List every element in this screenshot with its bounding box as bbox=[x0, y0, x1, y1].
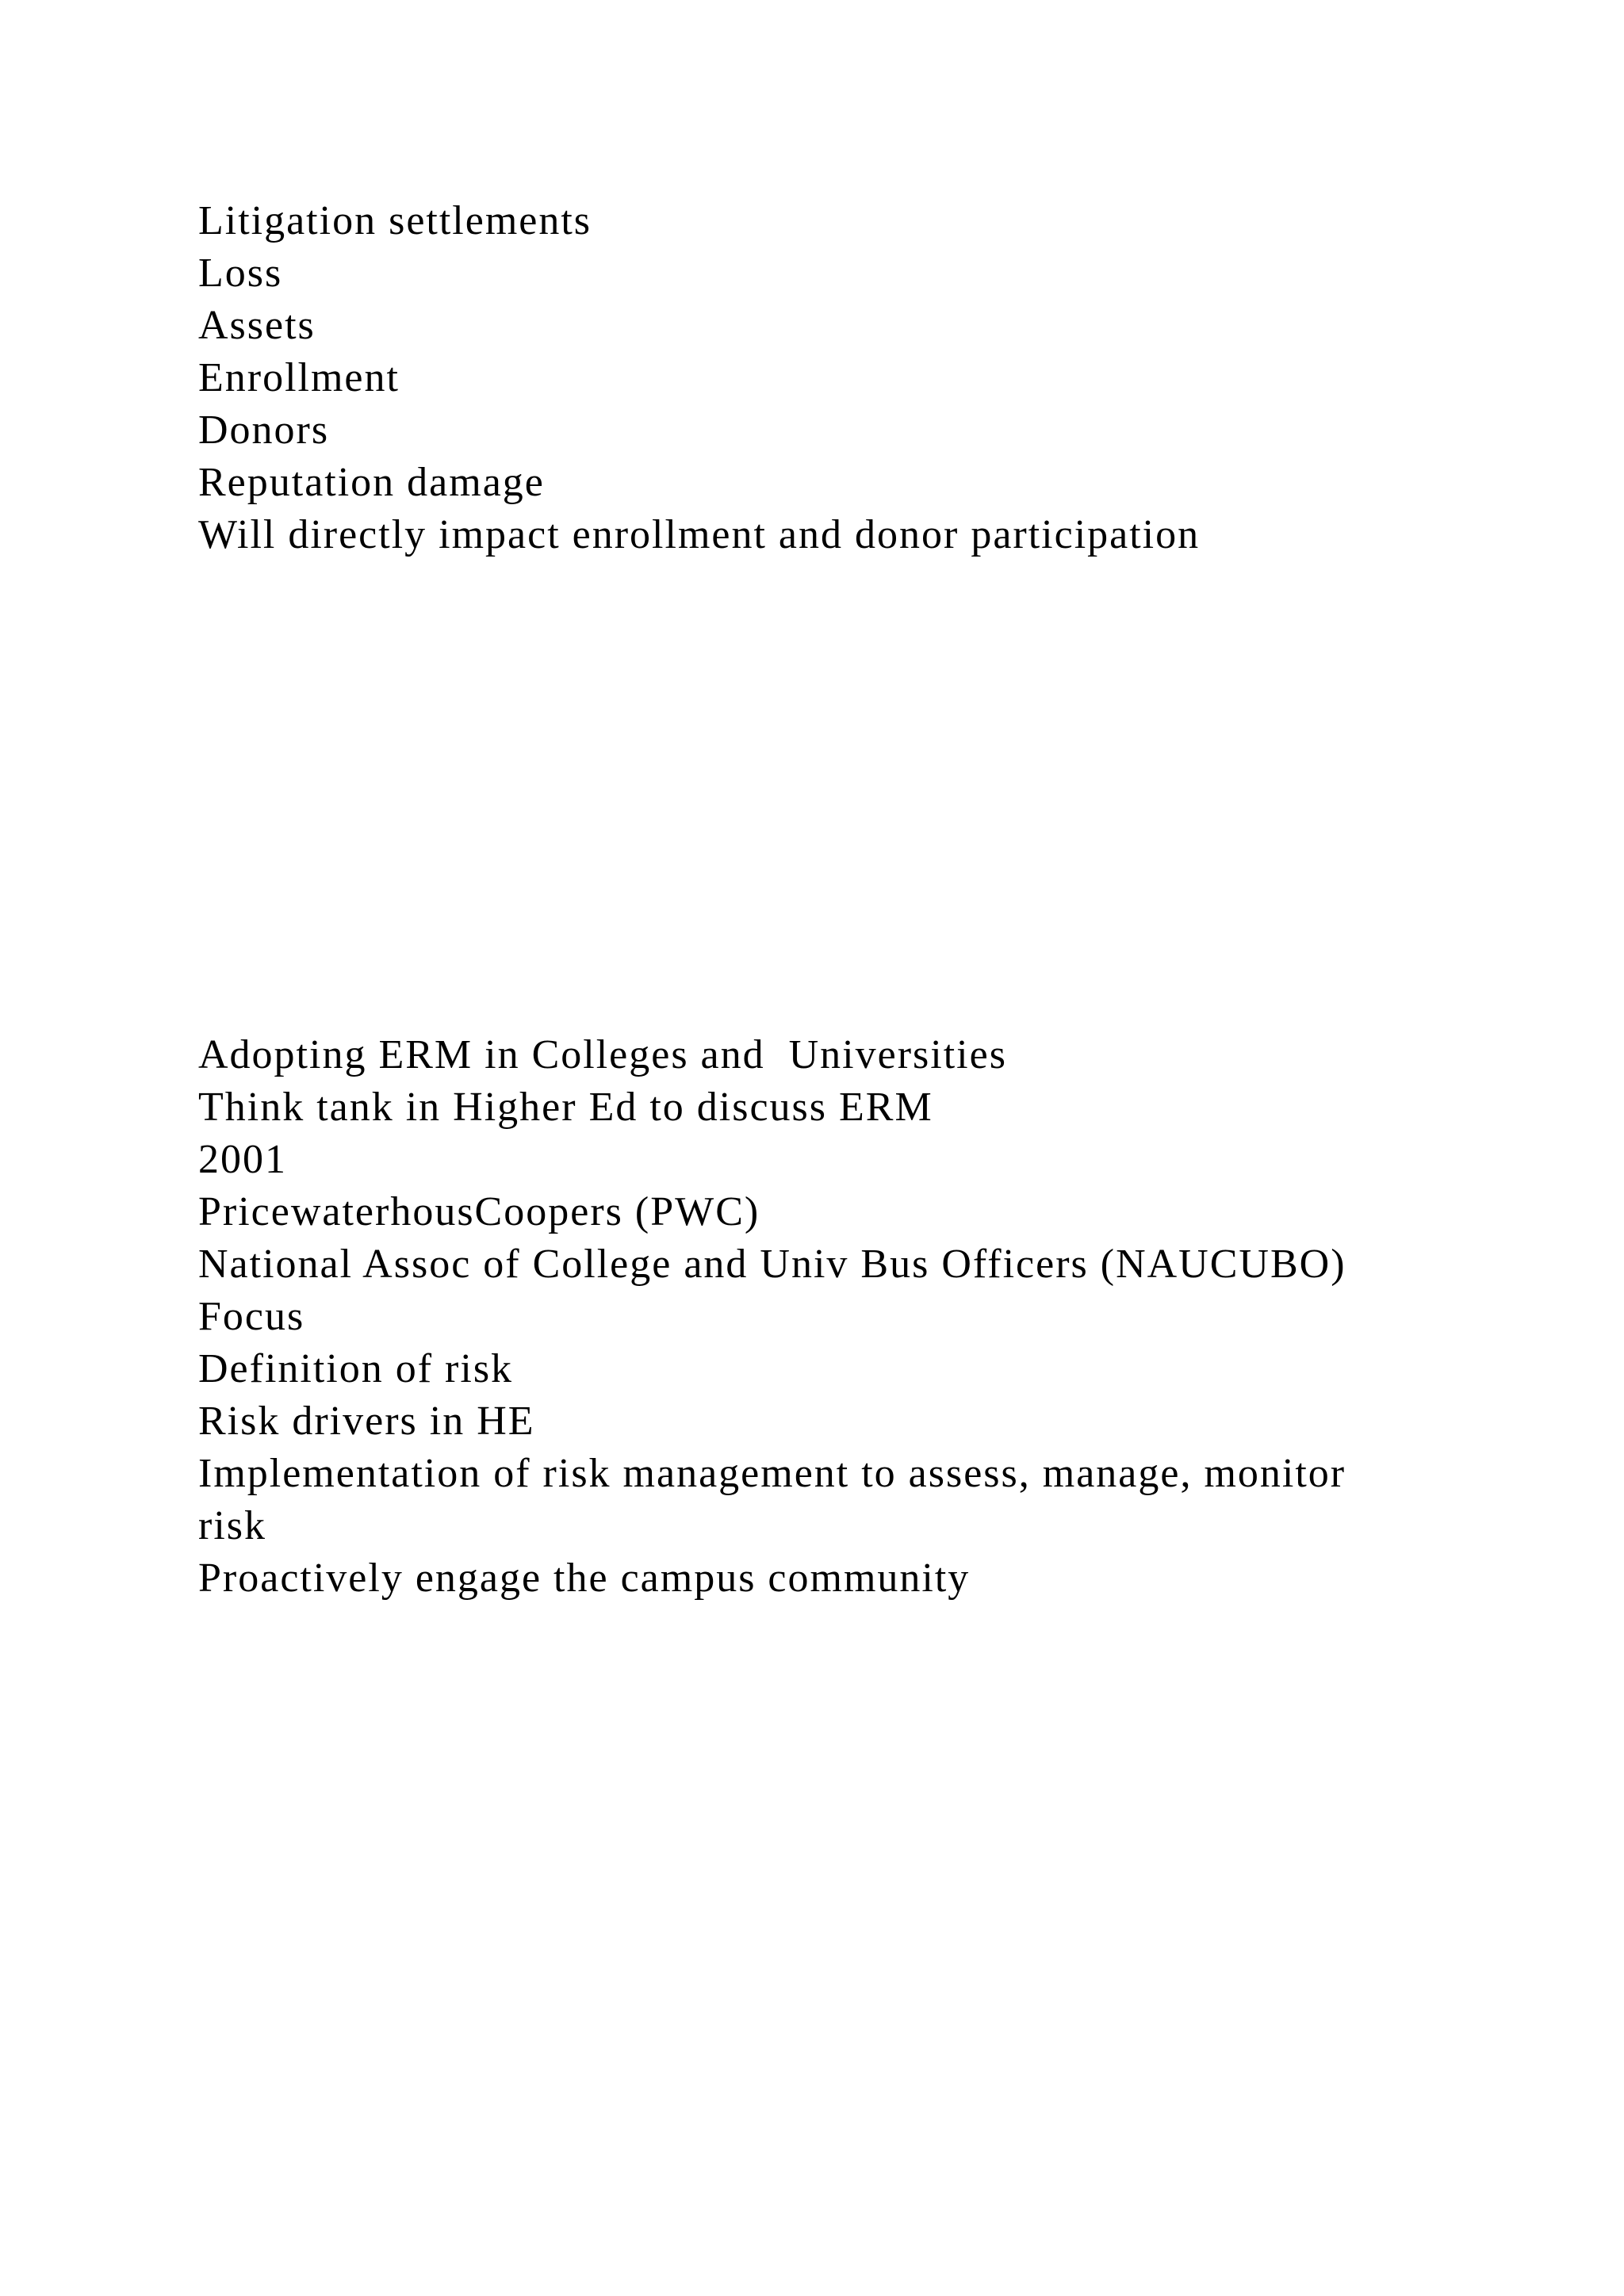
text-line: Implementation of risk management to assess, manage, monitor bbox=[198, 1451, 1346, 1496]
text-block-risk-impacts bbox=[198, 195, 1200, 561]
text-line: Reputation damage bbox=[198, 460, 545, 505]
text-line: Risk drivers in HE bbox=[198, 1399, 535, 1444]
text-line: Donors bbox=[198, 408, 330, 453]
text-line: risk bbox=[198, 1503, 266, 1548]
text-line: Litigation settlements bbox=[198, 198, 592, 243]
text-line: Enrollment bbox=[198, 355, 400, 400]
text-line: Definition of risk bbox=[198, 1346, 514, 1391]
text-block-adopting-erm bbox=[198, 1029, 1346, 1605]
text-line: Focus bbox=[198, 1294, 305, 1339]
text-line: PricewaterhousCoopers (PWC) bbox=[198, 1189, 760, 1234]
text-line: 2001 bbox=[198, 1137, 287, 1182]
text-line: Will directly impact enrollment and donor participation bbox=[198, 512, 1201, 557]
text-line: Proactively engage the campus community bbox=[198, 1556, 971, 1601]
text-line: Adopting ERM in Colleges and Universities bbox=[198, 1032, 1007, 1077]
text-line: National Assoc of College and Univ Bus Officers (NAUCUBO) bbox=[198, 1242, 1346, 1287]
text-line: Assets bbox=[198, 303, 316, 348]
text-line: Think tank in Higher Ed to discuss ERM bbox=[198, 1085, 933, 1130]
text-line: Loss bbox=[198, 251, 283, 296]
